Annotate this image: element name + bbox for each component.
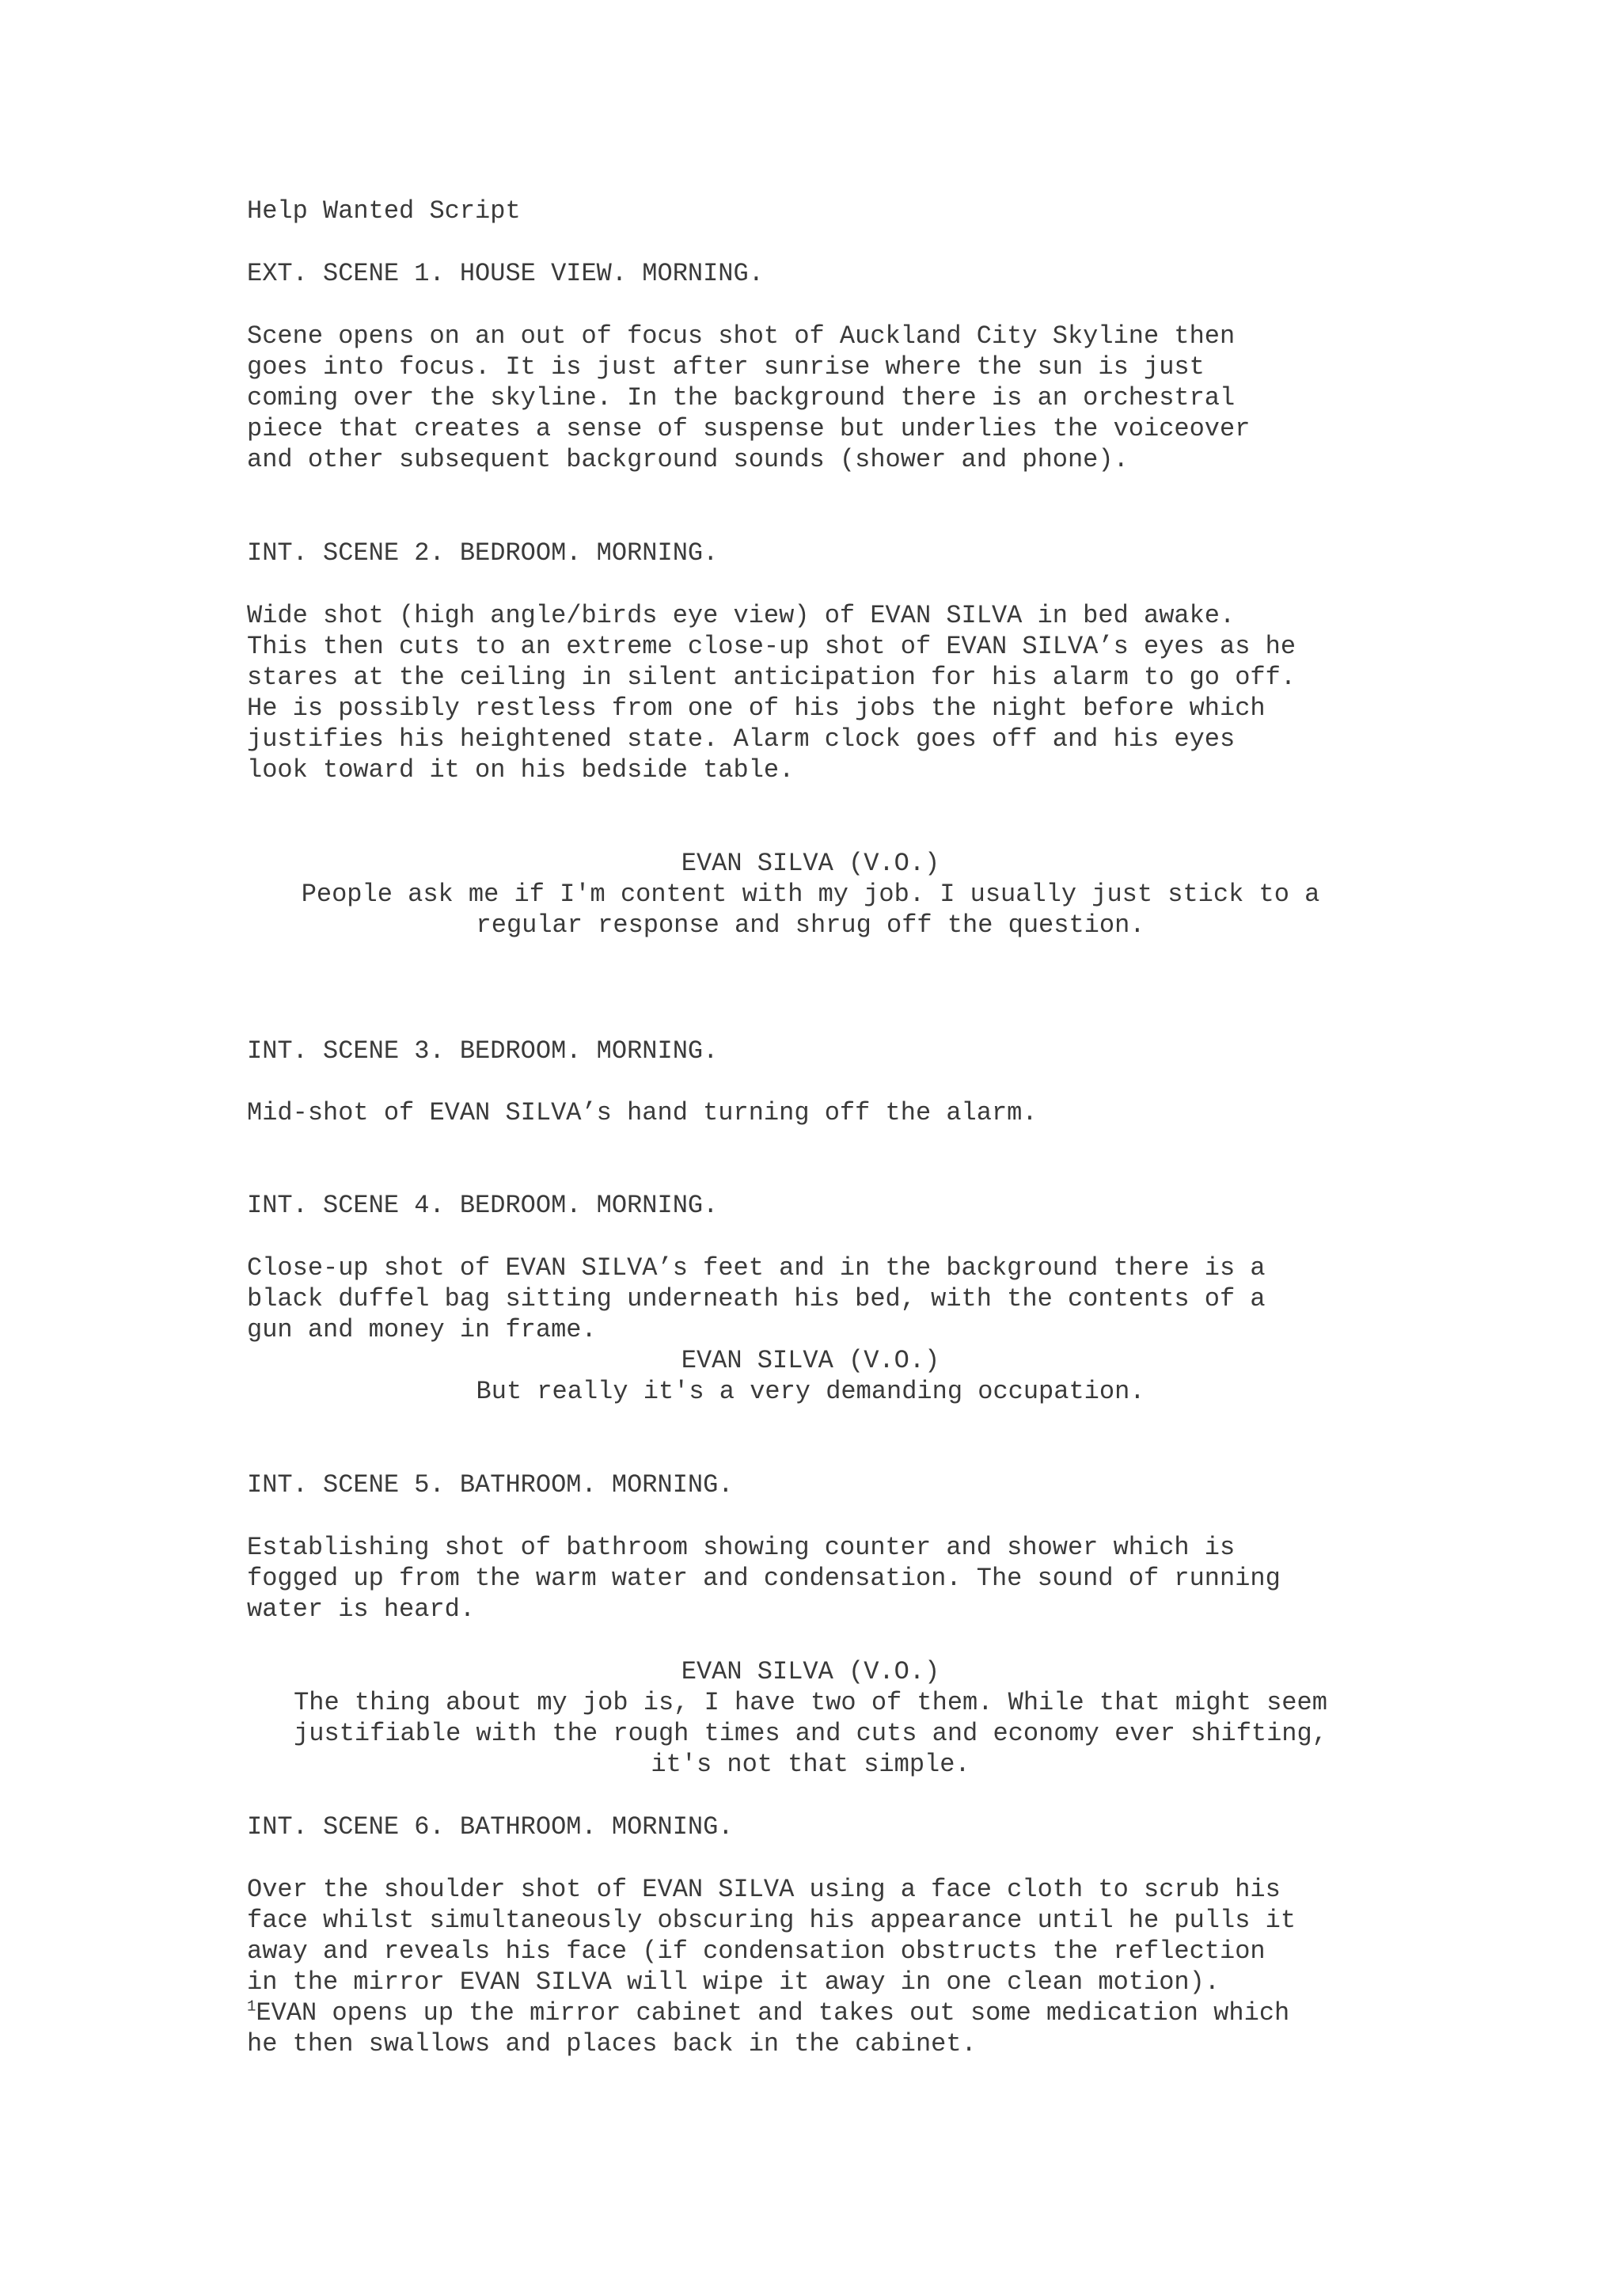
- scene-6-action-line: face whilst simultaneously obscuring his appearance until he pulls it: [247, 1906, 1296, 1935]
- scene-6-action-text: EVAN opens up the mirror cabinet and takes out some medication which: [256, 1998, 1290, 2028]
- scene-1-action-line: coming over the skyline. In the background there is an orchestral: [247, 383, 1236, 412]
- dialogue-1-line: People ask me if I'm content with my job. I usually just stick to a: [301, 880, 1320, 909]
- scene-5-action-line: water is heard.: [247, 1595, 476, 1624]
- scene-2-action-line: stares at the ceiling in silent anticipation for his alarm to go off.: [247, 663, 1296, 692]
- scene-1-action-line: goes into focus. It is just after sunrise where the sun is just: [247, 352, 1205, 382]
- scene-3-heading: INT. SCENE 3. BEDROOM. MORNING.: [247, 1036, 719, 1066]
- scene-6-heading: INT. SCENE 6. BATHROOM. MORNING.: [247, 1812, 734, 1842]
- scene-6-action-line: he then swallows and places back in the cabinet.: [247, 2029, 977, 2058]
- scene-1-action-line: piece that creates a sense of suspense but underlies the voiceover: [247, 414, 1251, 443]
- script-title: Help Wanted Script: [247, 196, 521, 226]
- dialogue-1-character: EVAN SILVA (V.O.): [681, 849, 940, 878]
- dialogue-3-line: justifiable with the rough times and cuts and economy ever shifting,: [294, 1719, 1327, 1748]
- scene-2-heading: INT. SCENE 2. BEDROOM. MORNING.: [247, 538, 719, 568]
- dialogue-1-line: regular response and shrug off the question.: [476, 910, 1145, 940]
- scene-2-action-line: Wide shot (high angle/birds eye view) of EVAN SILVA in bed awake.: [247, 601, 1236, 630]
- scene-4-heading: INT. SCENE 4. BEDROOM. MORNING.: [247, 1191, 719, 1220]
- scene-2-action-line: He is possibly restless from one of his jobs the night before which: [247, 694, 1266, 723]
- scene-1-action-line: Scene opens on an out of focus shot of Auckland City Skyline then: [247, 321, 1236, 351]
- scene-6-action-line: Over the shoulder shot of EVAN SILVA using a face cloth to scrub his: [247, 1875, 1281, 1904]
- dialogue-2-character: EVAN SILVA (V.O.): [681, 1346, 940, 1375]
- scene-6-action-line: [247, 1998, 1289, 2028]
- dialogue-3-line: The thing about my job is, I have two of them. While that might seem: [294, 1688, 1327, 1717]
- scene-5-action-line: fogged up from the warm water and condensation. The sound of running: [247, 1564, 1281, 1593]
- scene-6-action-line: in the mirror EVAN SILVA will wipe it away in one clean motion).: [247, 1967, 1220, 1997]
- dialogue-3-character: EVAN SILVA (V.O.): [681, 1657, 940, 1686]
- scene-6-action-line: away and reveals his face (if condensation obstructs the reflection: [247, 1937, 1266, 1966]
- scene-4-action-line: black duffel bag sitting underneath his bed, with the contents of a: [247, 1284, 1266, 1313]
- scene-2-action-line: look toward it on his bedside table.: [247, 755, 795, 785]
- scene-4-action-line: gun and money in frame.: [247, 1315, 597, 1344]
- scene-1-action-line: and other subsequent background sounds (shower and phone).: [247, 445, 1129, 474]
- scene-2-action-line: justifies his heightened state. Alarm clock goes off and his eyes: [247, 724, 1236, 754]
- scene-4-action-line: Close-up shot of EVAN SILVA’s feet and in the background there is a: [247, 1253, 1266, 1283]
- scene-1-heading: EXT. SCENE 1. HOUSE VIEW. MORNING.: [247, 259, 764, 288]
- scene-5-action-line: Establishing shot of bathroom showing counter and shower which is: [247, 1533, 1236, 1562]
- dialogue-3-line: it's not that simple.: [651, 1750, 970, 1779]
- scene-2-action-line: This then cuts to an extreme close-up shot of EVAN SILVA’s eyes as he: [247, 632, 1296, 661]
- dialogue-2-line: But really it's a very demanding occupation.: [476, 1377, 1145, 1406]
- scene-3-action-line: Mid-shot of EVAN SILVA’s hand turning off the alarm.: [247, 1098, 1038, 1127]
- footnote-marker: 1: [247, 1998, 256, 2016]
- scene-5-heading: INT. SCENE 5. BATHROOM. MORNING.: [247, 1470, 734, 1500]
